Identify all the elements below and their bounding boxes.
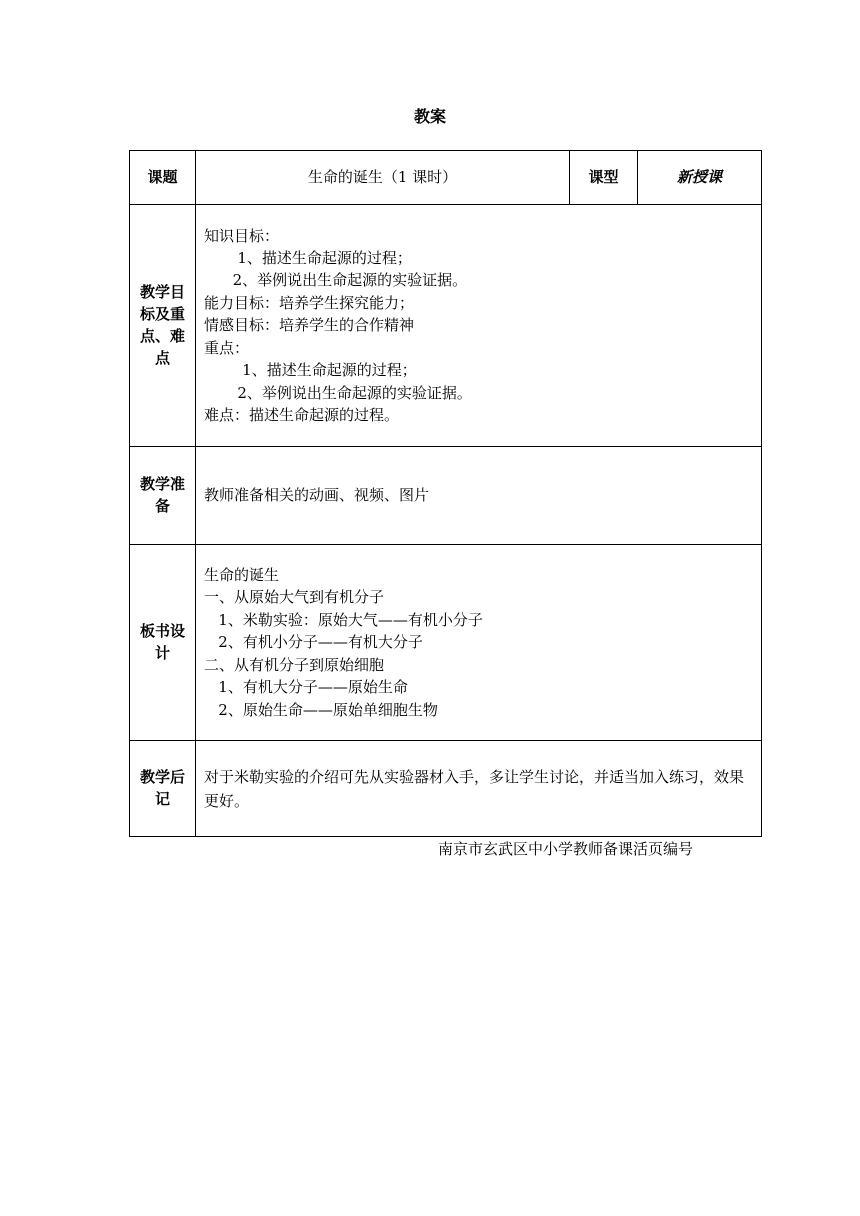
objectives-line: 1、描述生命起源的过程；: [204, 249, 412, 268]
board-design-line: 1、有机大分子——原始生命: [204, 678, 408, 697]
board-design-content: [196, 545, 762, 741]
type-label: 课型: [588, 168, 619, 187]
objectives-line: 情感目标：培养学生的合作精神: [204, 316, 415, 335]
board-design-label-cell: [130, 545, 196, 741]
document-footer: 南京市玄武区中小学教师备课活页编号: [438, 840, 694, 858]
board-design-row: [130, 545, 762, 741]
type-value: 新授课: [638, 151, 762, 205]
topic-label-cell: [130, 151, 196, 205]
topic-label: 课题: [147, 168, 178, 187]
objectives-line: 能力目标：培养学生探究能力；: [204, 293, 415, 312]
reflection-content: 对于米勒实验的介绍可先从实验器材入手，多让学生讨论，并适当加入练习，效果更好。: [196, 741, 762, 837]
objectives-line: 知识目标：: [204, 226, 280, 245]
board-design-line: 2、原始生命——原始单细胞生物: [204, 700, 438, 719]
objectives-line: 2、举例说出生命起源的实验证据。: [204, 271, 468, 290]
document-title: 教案: [413, 107, 446, 126]
objectives-label: 教学目标及重点、难点: [139, 283, 185, 368]
board-design-line: 2、有机小分子——有机大分子: [204, 633, 423, 652]
type-label-cell: [570, 151, 638, 205]
board-design-line: 生命的诞生: [204, 566, 280, 585]
reflection-row: [130, 741, 762, 837]
board-design-line: 二、从有机分子到原始细胞: [204, 655, 385, 674]
objectives-label-cell: [130, 205, 196, 447]
preparation-content: 教师准备相关的动画、视频、图片: [196, 447, 762, 545]
objectives-line: 重点：: [204, 338, 250, 357]
objectives-content: [196, 205, 762, 447]
preparation-label: 教学准备: [139, 475, 185, 516]
board-design-label: 板书设计: [139, 622, 185, 663]
objectives-line: 1、描述生命起源的过程；: [204, 361, 417, 380]
objectives-line: 难点：描述生命起源的过程。: [204, 405, 400, 424]
objectives-row: [130, 205, 762, 447]
board-design-line: 一、从原始大气到有机分子: [204, 588, 385, 607]
lesson-plan-table: [129, 150, 762, 837]
preparation-label-cell: [130, 447, 196, 545]
topic-row: [130, 151, 762, 205]
objectives-line: 2、举例说出生命起源的实验证据。: [204, 383, 472, 402]
reflection-label-cell: [130, 741, 196, 837]
reflection-label: 教学后记: [139, 768, 185, 809]
board-design-line: 1、米勒实验：原始大气——有机小分子: [204, 610, 483, 629]
topic-value: 生命的诞生（1 课时）: [196, 151, 570, 205]
preparation-row: [130, 447, 762, 545]
